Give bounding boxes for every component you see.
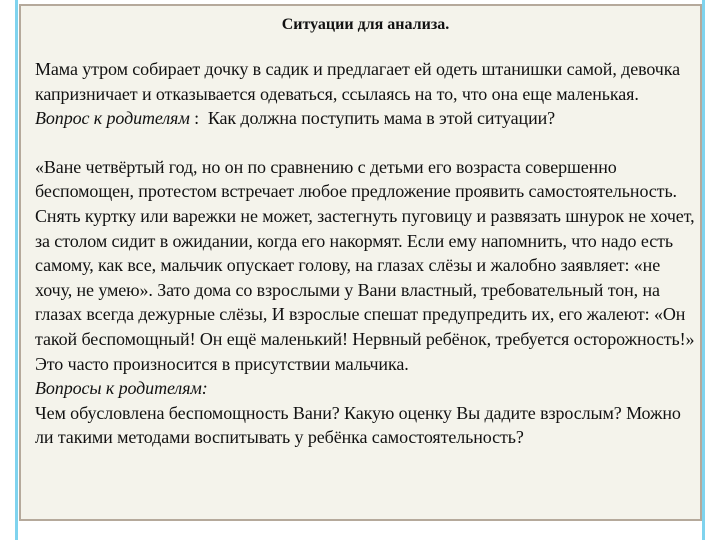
case2-questions-text: Чем обусловлена беспомощность Вани? Какую оценку Вы дадите взрослым? Можно ли такими методами воспитывать у ребёнка самостоятельность? [35,402,681,448]
case1-question-text: Как должна поступить мама в этой ситуации? [207,108,556,129]
case2-questions-label: Вопросы к родителям: [35,378,208,399]
page-title: Ситуации для анализа. [281,16,450,33]
case1-text: Мама утром собирает дочку в садик и предлагает ей одеть штанишки самой, девочка капризничает и отказывается одеваться, ссылаясь на то, что она еще маленькая. [35,59,681,104]
case1-question-separator: : [189,108,208,129]
content-box [19,4,702,521]
case1-question-label: Вопрос к родителям [35,108,190,129]
case2-text: «Ване четвёртый год, но он по сравнению с детьми его возраста совершенно беспомощен, протестом встречает любое предложение проявить самостоятельность. Снять куртку или варежки не может, застегнуть пуговицу и развязать шнурок не хочет, за столом сидит в ожидании, когда его накормят. Если ему напомнить, что надо есть самому, как все, мальчик опускает голову, на глазах слёзы и жалобно заявляет: «не хочу, не умею». Зато дома со взрослыми у Вани властный, требовательный тон, на глазах всегда дежурные слёзы, И взрослые спешат предупредить их, его жалеют: «Он такой беспомощный! Он ещё маленький! Нервный ребёнок, требуется осторожность!» Это часто произносится в присутствии мальчика. [35,156,695,374]
case1-question [35,106,696,131]
paragraph-gap [35,131,696,155]
